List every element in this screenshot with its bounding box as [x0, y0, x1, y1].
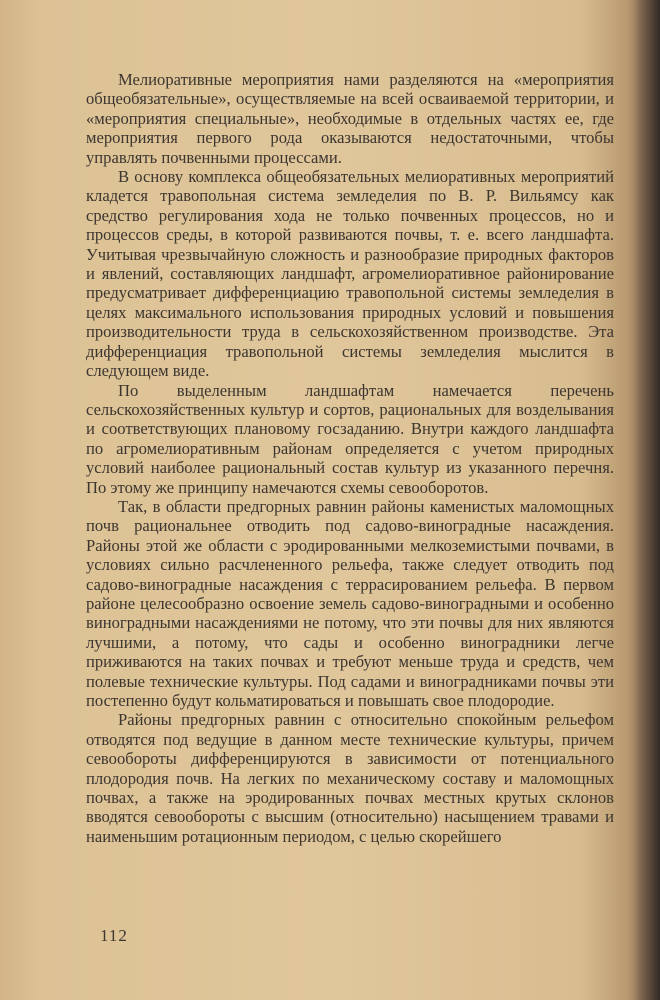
- paragraph: В основу комплекса общеобязательных мелиоративных мероприятий кладется травопольная система земледелия по В. Р. Вильямсу как средство регулирования хода не только почвенных процессов, но и процессов среды, в которой развиваются почвы, т. е. всего ландшафта. Учитывая чрезвычайную сложность и разнообразие природных факторов и явлений, составляющих ландшафт, агромелиоративное районирование предусматривает дифференциацию травопольной системы земледелия в целях максимального использования природных условий и повышения производительности труда в сельскохозяйственном производстве. Эта дифференциация травопольной системы земледелия мыслится в следующем виде.: [86, 167, 614, 381]
- paragraph: Так, в области предгорных равнин районы каменистых маломощных почв рациональнее отводить под садово-виноградные насаждения. Районы этой же области с эродированными мелкоземистыми почвами, в условиях сильно расчлененного рельефа, также следует отводить под садово-виноградные насаждения с террасированием рельефа. В первом районе целесообразно освоение земель садово-виноградными и особенно виноградными насаждениями не потому, что эти почвы для них являются лучшими, а потому, что сады и особенно виноградники легче приживаются на таких почвах и требуют меньше труда и средств, чем полевые технические культуры. Под садами и виноградниками почвы эти постепенно будут кольматироваться и повышать свое плодородие.: [86, 496, 614, 710]
- paragraph: По выделенным ландшафтам намечается перечень сельскохозяйственных культур и сортов, рациональных для возделывания и соответствующих плановому госзаданию. Внутри каждого ландшафта по агромелиоративным районам определяется с учетом природных условий наиболее рациональный состав культур из указанного перечня. По этому же принципу намечаются схемы севооборотов.: [86, 380, 614, 497]
- binding-shadow: [634, 0, 660, 1000]
- paragraph: Мелиоративные мероприятия нами разделяются на «мероприятия общеобязательные», осуществляемые на всей осваиваемой территории, и «мероприятия специальные», необходимые в отдельных частях ее, где мероприятия первого рода оказываются недостаточными, чтобы управлять почвенными процессами.: [86, 70, 614, 167]
- page-number: 112: [100, 926, 128, 945]
- paragraph: Районы предгорных равнин с относительно спокойным рельефом отводятся под ведущие в данном месте технические культуры, причем севообороты дифференцируются в зависимости от потенциального плодородия почв. На легких по механическому составу и маломощных почвах, а также на эродированных почвах местных крутых склонов вводятся севообороты с высшим (относительно) насыщением травами и наименьшим ротационным периодом, с целью скорейшего: [86, 710, 614, 846]
- body-text: [86, 70, 614, 846]
